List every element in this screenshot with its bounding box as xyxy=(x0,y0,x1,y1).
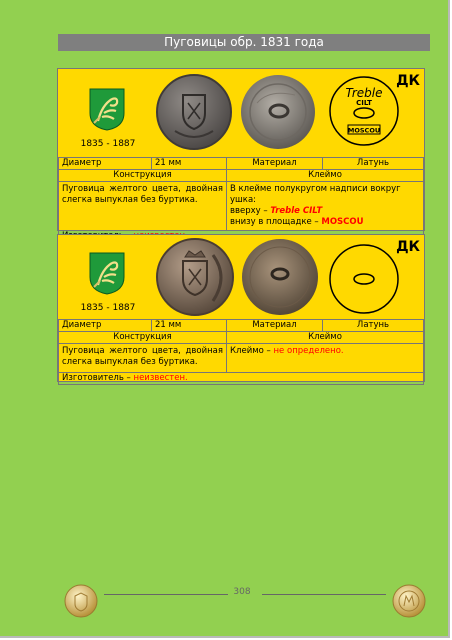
button-back-image xyxy=(239,73,317,151)
coat-of-arms-icon xyxy=(88,87,126,131)
diameter-value: 21 мм xyxy=(152,320,227,332)
diameter-label: Диаметр xyxy=(59,158,152,170)
stamp-drawing-empty xyxy=(328,243,400,315)
mark-top-value: Treble CILT xyxy=(270,206,323,216)
material-label: Материал xyxy=(227,320,323,332)
page-title: Пуговицы обр. 1831 года xyxy=(58,34,430,51)
mark-text xyxy=(227,182,424,231)
mark-bottom-value: MOSCOU xyxy=(321,217,364,227)
stamp-top-text: Treble xyxy=(345,86,383,100)
specs-table xyxy=(58,157,424,243)
button-card-2 xyxy=(57,234,425,382)
stamp-mid-text: CILT xyxy=(356,99,372,107)
material-value: Латунь xyxy=(323,158,424,170)
mark-line-3: внизу в площадке – MOSCOU xyxy=(230,217,364,227)
button-back-image xyxy=(240,237,320,317)
diameter-label: Диаметр xyxy=(59,320,152,332)
page-number: 308 xyxy=(233,587,251,597)
years-label: 1835 - 1887 xyxy=(80,303,136,313)
mark-header: Клеймо xyxy=(227,170,424,182)
material-label: Материал xyxy=(227,158,323,170)
button-front-image xyxy=(155,73,233,151)
mark-line-1: В клейме полукругом надписи вокруг ушка: xyxy=(230,184,401,205)
image-row xyxy=(58,235,424,319)
specs-table xyxy=(58,319,424,385)
mark-header: Клеймо xyxy=(227,332,424,344)
maker-value: неизвестен. xyxy=(133,373,188,383)
construction-text: Пуговица желтого цвета, двойная слегка выпуклая без буртика. xyxy=(59,182,227,231)
catalog-code: ДК xyxy=(396,73,420,89)
stamp-bottom-text: MOSCOU xyxy=(347,126,381,135)
catalog-code: ДК xyxy=(396,239,420,255)
left-medal-icon xyxy=(64,584,98,618)
mark-value: не определено. xyxy=(273,346,344,356)
mark-text: Клеймо – не определено. xyxy=(227,344,424,373)
mark-line-2: вверху – Treble CILT xyxy=(230,206,323,216)
coat-of-arms-icon xyxy=(88,251,126,295)
footer-line-left xyxy=(104,594,228,595)
material-value: Латунь xyxy=(323,320,424,332)
image-row xyxy=(58,69,424,157)
right-medal-icon xyxy=(392,584,426,618)
button-front-image xyxy=(155,237,235,317)
button-card-1 xyxy=(57,68,425,231)
construction-text: Пуговица желтого цвета, двойная слегка выпуклая без буртика. xyxy=(59,344,227,373)
years-label: 1835 - 1887 xyxy=(80,139,136,149)
construction-header: Конструкция xyxy=(59,170,227,182)
construction-header: Конструкция xyxy=(59,332,227,344)
diameter-value: 21 мм xyxy=(152,158,227,170)
maker-row: Изготовитель – неизвестен. xyxy=(59,373,424,385)
stamp-drawing xyxy=(328,75,400,147)
footer-line-right xyxy=(262,594,386,595)
